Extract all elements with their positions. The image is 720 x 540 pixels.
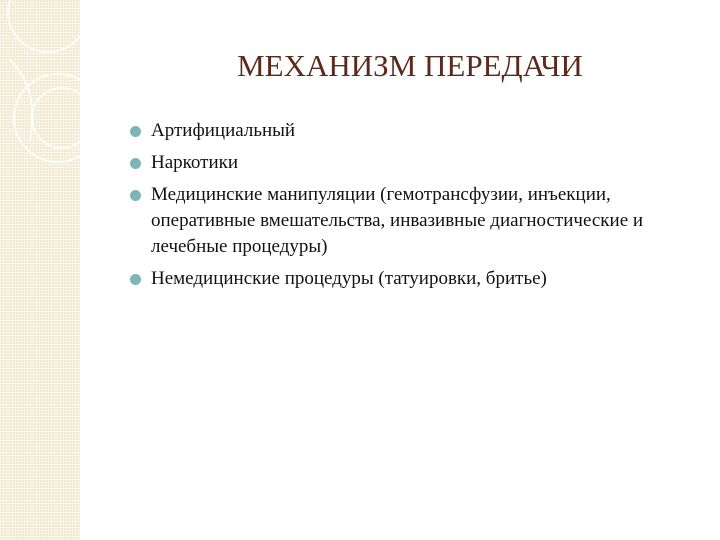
bullet-text: Медицинские манипуляции (гемотрансфузии, инъекции, оперативные вмешательства, инвазивные диагностические и лечебные процедуры) (151, 184, 644, 257)
bullet-item (130, 118, 700, 144)
bullet-dot-icon (130, 190, 141, 201)
decorative-side-strip (0, 0, 80, 540)
bullet-item (130, 182, 700, 260)
bullet-dot-icon (130, 126, 141, 137)
bullet-dot-icon (130, 274, 141, 285)
bullet-text: Артифициальный (151, 120, 296, 141)
bullet-item (130, 266, 700, 292)
bullet-dot-icon (130, 158, 141, 169)
bullet-list (130, 118, 700, 298)
slide-title: МЕХАНИЗМ ПЕРЕДАЧИ (237, 48, 583, 83)
bullet-text: Наркотики (151, 152, 239, 173)
decorative-swirl-icon (0, 0, 80, 540)
bullet-item (130, 150, 700, 176)
bullet-text: Немедицинские процедуры (татуировки, бритье) (151, 268, 547, 289)
